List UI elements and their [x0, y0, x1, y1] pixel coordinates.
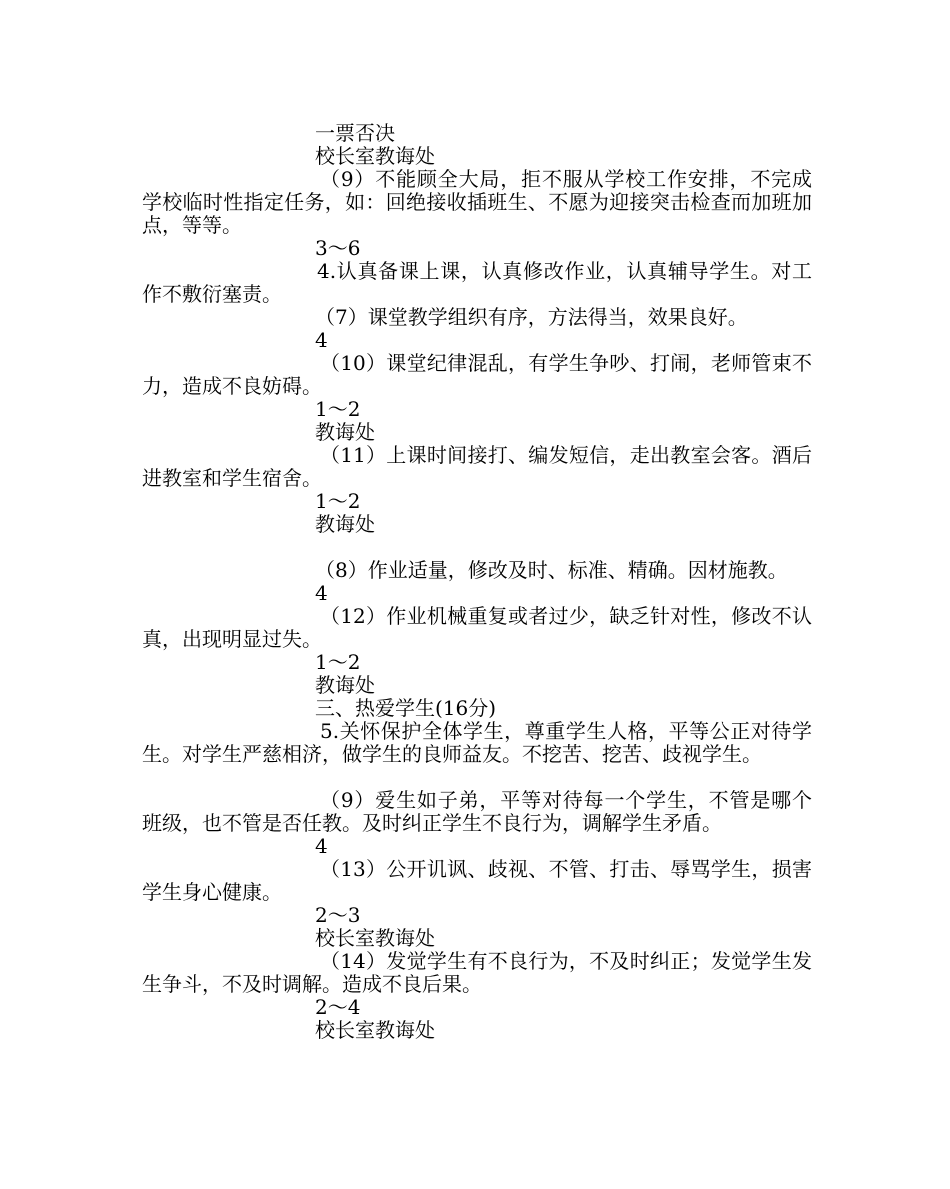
score-value: 4 [315, 328, 328, 352]
responsible-dept: 校长室教诲处 [315, 926, 435, 950]
item-8-line: （8）作业适量，修改及时、标准、精确。因材施教。 [315, 558, 788, 582]
item-7-line: （7）课堂教学组织有序，方法得当，效果良好。 [315, 305, 748, 329]
score-value: 4 [315, 581, 328, 605]
section-heading: 三、热爱学生(16分) [315, 696, 497, 720]
score-range: 1～2 [315, 397, 361, 421]
score-value: 4 [315, 834, 328, 858]
responsible-dept: 教诲处 [315, 420, 375, 444]
item-9b-paragraph: （9）爱生如子弟，平等对待每一个学生，不管是哪个班级，也不管是否任教。及时纠正学生不良行为，调解学生矛盾。 [142, 788, 812, 835]
responsible-dept: 教诲处 [315, 512, 375, 536]
score-range: 1～2 [315, 489, 361, 513]
item-9-paragraph: （9）不能顾全大局，拒不服从学校工作安排，不完成学校临时性指定任务，如：回绝接收插班生、不愿为迎接突击检查而加班加点，等等。 [142, 167, 812, 237]
veto-note: 一票否决 [315, 121, 395, 145]
score-range: 2～3 [315, 903, 361, 927]
section-5-paragraph: 5.关怀保护全体学生，尊重学生人格，平等公正对待学生。对学生严慈相济，做学生的良师益友。不挖苦、挖苦、歧视学生。 [142, 719, 812, 766]
score-range: 3～6 [315, 236, 361, 260]
responsible-dept: 校长室教诲处 [315, 1018, 435, 1042]
item-11-paragraph: （11）上课时间接打、编发短信，走出教室会客。酒后进教室和学生宿舍。 [142, 443, 812, 490]
score-range: 2～4 [315, 995, 361, 1019]
item-13-paragraph: （13）公开讥讽、歧视、不管、打击、辱骂学生，损害学生身心健康。 [142, 857, 812, 904]
item-10-paragraph: （10）课堂纪律混乱，有学生争吵、打闹，老师管束不力，造成不良妨碍。 [142, 351, 812, 398]
item-14-paragraph: （14）发觉学生有不良行为，不及时纠正；发觉学生发生争斗，不及时调解。造成不良后果。 [142, 949, 812, 996]
section-4-paragraph: 4.认真备课上课，认真修改作业，认真辅导学生。对工作不敷衍塞责。 [142, 259, 812, 306]
responsible-dept: 校长室教诲处 [315, 144, 435, 168]
score-range: 1～2 [315, 650, 361, 674]
item-12-paragraph: （12）作业机械重复或者过少，缺乏针对性，修改不认真，出现明显过失。 [142, 604, 812, 651]
responsible-dept: 教诲处 [315, 673, 375, 697]
